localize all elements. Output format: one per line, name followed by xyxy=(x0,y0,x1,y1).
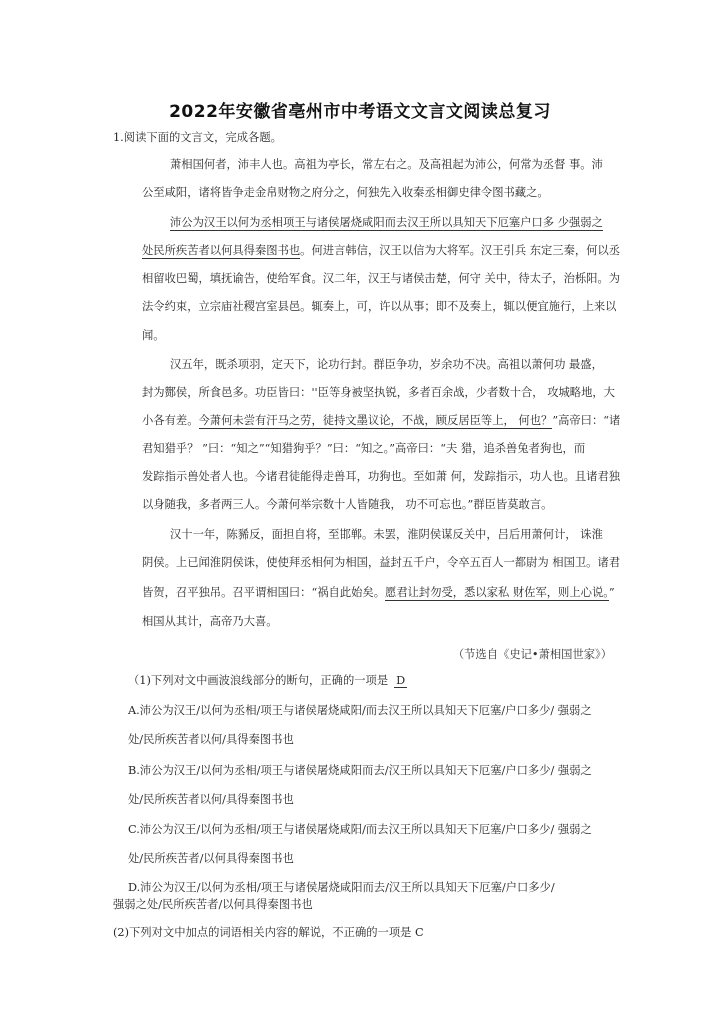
passage-p4-line-4: 相国从其计，高帝乃大喜。 xyxy=(142,615,278,628)
q1-option-c-line-1: C.沛公为汉王/以何为丞相/项王与诸侯屠烧咸阳/而去汉王所以具知天下厄塞/户口多少/ 强弱之 xyxy=(128,823,592,836)
passage-p3-line-4: 君知猎乎？ ”曰：“知之”“知猎狗乎？”曰：“知之。”高帝曰：“夫 猎，追杀兽兔者狗也，而 xyxy=(142,442,586,455)
document-title: 2022年安徽省亳州市中考语文文言文阅读总复习 xyxy=(169,102,551,122)
q1-option-a-line-1: A.沛公为汉王/以何为丞相/项王与诸侯屠烧咸阳/而去汉王所以具知天下厄塞/户口多少/ 强弱之 xyxy=(128,704,592,717)
underlined-sentence: 今萧何未尝有汗马之劳，徒持文墨议论，不战，顾反居臣等上， 何也？ xyxy=(198,414,553,427)
q1-answer: D xyxy=(396,674,406,687)
passage-p4-line-2: 阴侯。上已闻淮阴侯诛，使使拜丞相何为相国，益封五千户，令卒五百人一都尉为 相国卫。诸君 xyxy=(142,556,621,569)
wavy-underlined-text: 处民所疾苦者以何具得秦图书也 xyxy=(142,244,301,257)
passage-p3-line-5: 发踪指示兽处者人也。今诸君徒能得走兽耳，功狗也。至如萧 何，发踪指示，功人也。且诸君独 xyxy=(142,470,621,483)
passage-p2-line-1 xyxy=(170,216,603,230)
q2-answer: C xyxy=(415,926,424,939)
q1-option-d-line-1: D.沛公为汉王/以何为丞相/项王与诸侯屠烧咸阳而去/汉王所以具知天下厄塞/户口多少/ xyxy=(128,881,555,894)
question-intro: 1.阅读下面的文言文，完成各题。 xyxy=(113,131,282,144)
passage-p2-line-5: 闻。 xyxy=(142,329,165,342)
q1-option-d-line-2: 强弱之处/民所疾苦者/以何具得秦图书也 xyxy=(113,898,313,911)
passage-p2-line-4: 法令约束，立宗庙社稷宫室县邑。辄奏上，可，许以从事；即不及奏上，辄以便宜施行，上来以 xyxy=(142,300,617,313)
q1-prompt: （1)下列对文中画波浪线部分的断句，正确的一项是 D xyxy=(128,674,406,687)
passage-p3-line-6: 以身随我，多者两三人。今萧何举宗数十人皆随我， 功不可忘也。”群臣皆莫敢言。 xyxy=(142,498,553,511)
passage-p4-line-1: 汉十一年，陈豨反，面担自将，至邯郸。未罢，淮阴侯谋反关中，吕后用萧何计， 诛淮 xyxy=(170,528,603,541)
passage-p3-line-2: 封为酂侯，所食邑多。功臣皆曰：''臣等身被坚执锐，多者百余战，少者数十合， 攻城略地，大 xyxy=(142,386,615,399)
q1-option-b-line-1: B.沛公为汉王/以何为丞相/项王与诸侯屠烧咸阳而去/汉王所以具知天下厄塞/户口多少/ 强弱之 xyxy=(128,764,592,777)
passage-p4-line-3: 皆贺，召平独吊。召平谓相国曰：“祸自此始矣。愿君让封勿受，悉以家私 财佐军，则上心说。” xyxy=(142,586,615,599)
q2-prompt: (2)下列对文中加点的词语相关内容的解说，不正确的一项是 C xyxy=(113,926,424,939)
passage-p2-line-2: 处民所疾苦者以何具得秦图书也。何进言韩信，汉王以信为大将军。汉王引兵 东定三秦，何以丞 xyxy=(142,244,621,257)
q1-option-c-line-2: 处/民所疾苦者/以何具得秦图书也 xyxy=(128,852,294,865)
q1-option-b-line-2: 处/民所疾苦者以何/具得秦图书也 xyxy=(128,793,294,806)
passage-p2-line-3: 相留收巴蜀，填抚谕告，使给军食。汉二年，汉王与诸侯击楚，何守 关中，待太子，治栎阳。为 xyxy=(142,272,621,285)
q1-option-a-line-2: 处/民所疾苦者以何/具得秦图书也 xyxy=(128,733,294,746)
source-citation: （节选自《史记•萧相国世家》） xyxy=(452,648,612,661)
passage-p1-line-1: 萧相国何者，沛丰人也。高祖为亭长，常左右之。及高祖起为沛公，何常为丞督 事。沛 xyxy=(170,158,603,171)
wavy-underlined-text: 沛公为汉王以何为丞相项王与诸侯屠烧咸阳而去汉王所以具知天下厄塞户口多 少强弱之 xyxy=(170,216,603,229)
passage-p1-line-2: 公至咸阳，诸将皆争走金帛财物之府分之，何独先入收秦丞相御史律令图书藏之。 xyxy=(142,186,549,199)
underlined-sentence: 愿君让封勿受，悉以家私 财佐军，则上心说。 xyxy=(385,586,609,599)
passage-p3-line-3: 小各有差。今萧何未尝有汗马之劳，徒持文墨议论，不战，顾反居臣等上， 何也？”高帝曰：“诸 xyxy=(142,414,621,427)
passage-p3-line-1: 汉五年，既杀项羽，定天下，论功行封。群臣争功，岁余功不决。高祖以萧何功 最盛， xyxy=(170,358,603,371)
